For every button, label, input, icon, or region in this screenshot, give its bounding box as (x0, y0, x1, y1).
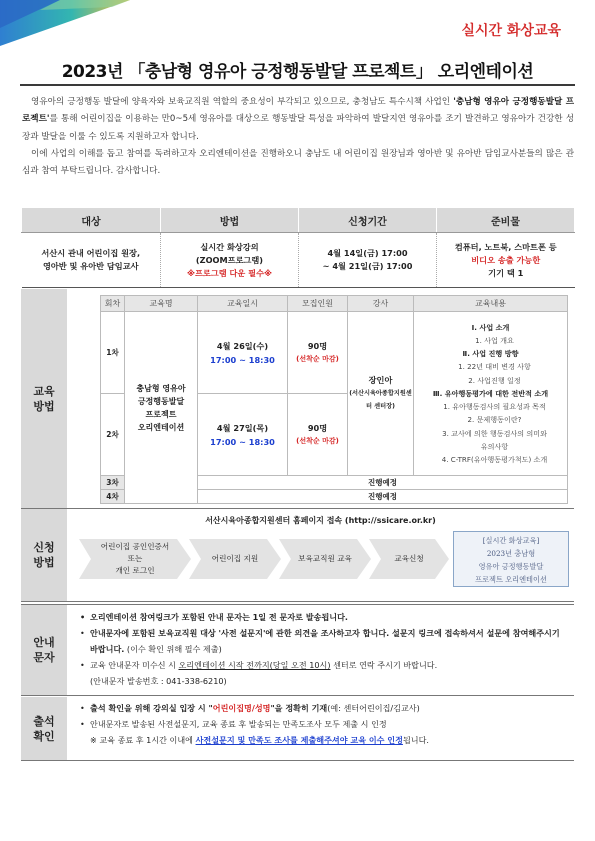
notice-item: • 오리엔테이션 참여링크가 포함된 안내 문자는 1일 전 문자로 발송됩니다. (80, 609, 568, 625)
contents-line: 2. 문제행동이란? (467, 415, 522, 425)
method-header-instructor: 강사 (348, 296, 414, 312)
contents-line: 1. 유아행동검사의 필요성과 목적 (443, 402, 546, 412)
instructor: 장인아 (서산시육아종합지원센터 센터장) (348, 312, 414, 476)
method-section (21, 289, 574, 509)
session-round: 2차 (101, 394, 125, 476)
method-header-name: 교육명 (125, 296, 198, 312)
notice-section (21, 604, 574, 696)
intro-paragraph-2: 이에 사업의 이해를 돕고 참여를 독려하고자 오리엔테이션을 진행하오니 충남도 내 어린이집 원장님과 영아반 및 유아반 담임교사분들의 많은 관심과 참여 부탁드립니다. 감사합니다. (22, 148, 574, 177)
session-capacity: 90명 (선착순 마감) (288, 312, 348, 394)
contents-line: Ⅰ. 사업 소개 (471, 322, 510, 332)
method-header-date: 교육일시 (198, 296, 288, 312)
session-round: 3차 (101, 476, 125, 490)
header-tag: 실시간 화상교육 (461, 23, 561, 39)
contents-line: 2. 사업진행 일정 (468, 375, 521, 385)
contents-line: 1. 사업 개요 (475, 336, 514, 346)
apply-section (21, 509, 574, 602)
attendance-section (21, 697, 574, 761)
apply-step: 교육신청 (369, 539, 449, 579)
session-round: 4차 (101, 490, 125, 504)
method-header-count: 모집인원 (288, 296, 348, 312)
info-table (21, 207, 575, 288)
intro-paragraph-1: 영유아의 긍정행동 발달에 양육자와 보육교직원 역할의 중요성이 부각되고 있으므로, 충청남도 특수시책 사업인 '충남형 영유아 긍정행동발달 프로젝트'를 통해 어린이집을 이용하는 만0~5세 영유아를 대상으로 행동발달 특성을 파악하여 발달지연 영유아를 조기 발견하고 영유아가 건강한 성장과 발달을 이룰 수 있도록 지원하고자 합니다. (22, 97, 574, 142)
info-header-period: 신청기간 (299, 208, 437, 233)
session-datetime: 4월 27일(목) 17:00 ~ 18:30 (198, 394, 288, 476)
apply-title: 서산시육아종합지원센터 홈페이지 접속 (http://ssicare.or.kr) (205, 516, 436, 525)
contents-line: Ⅱ. 사업 진행 방향 (462, 349, 519, 359)
session-datetime: 4월 26일(수) 17:00 ~ 18:30 (198, 312, 288, 394)
attendance-note: ※ 교육 종료 후 1시간 이내에 사전설문지 및 만족도 조사를 제출해주셔야 교육 이수 인정됩니다. (90, 735, 429, 745)
apply-step: 어린이집 지원 (189, 539, 281, 579)
attendance-item: • 출석 확인을 위해 강의실 입장 시 "어린이집명/성명"을 정확히 기재(예: 센터어린이집/김교사) (80, 700, 568, 716)
contents-line: 4. C-TRF(유아행동평가척도) 소개 (441, 454, 548, 464)
page-title: 2023년 「충남형 영유아 긍정행동발달 프로젝트」 오리엔테이션 (61, 62, 534, 82)
session-capacity: 90명 (선착순 마감) (288, 394, 348, 476)
method-table (100, 295, 568, 504)
contents-line: 유의사항 (480, 441, 509, 451)
apply-step: 보육교직원 교육 (279, 539, 371, 579)
contents-line: 1. 22년 대비 변경 사항 (458, 362, 531, 372)
session-round: 1차 (101, 312, 125, 394)
apply-step: 어린이집 공인인증서 또는 개인 로그인 (79, 539, 191, 579)
info-header-method: 방법 (161, 208, 299, 233)
info-header-supplies: 준비물 (437, 208, 575, 233)
notice-item: • 교육 안내문자 미수신 시 오리엔테이션 시작 전까지(당일 오전 10시) 센터로 연락 주시기 바랍니다. (80, 657, 568, 673)
attendance-label: 출석 확인 (21, 697, 67, 760)
corner-decoration (0, 0, 130, 46)
course-name: 충남형 영유아 긍정행동발달 프로젝트 오리엔테이션 (125, 312, 198, 504)
notice-label: 안내 문자 (21, 605, 67, 695)
attendance-item: • 안내문자로 발송된 사전설문지, 교육 종료 후 발송되는 만족도조사 모두 제출 시 인정 (80, 716, 568, 732)
intro-text (22, 94, 574, 180)
title-divider (20, 84, 575, 86)
session-status: 진행예정 (198, 476, 568, 490)
info-period: 4월 14일(금) 17:00 ~ 4월 21일(금) 17:00 (299, 233, 437, 288)
method-label: 교육 방법 (21, 289, 67, 508)
apply-label: 신청 방법 (21, 509, 67, 601)
info-header-target: 대상 (22, 208, 161, 233)
notice-phone: (안내문자 발송번호 : 041-338-6210) (90, 676, 227, 686)
method-header-contents: 교육내용 (414, 296, 568, 312)
info-target: 서산시 관내 어린이집 원장, 영아반 및 유아반 담임교사 (22, 233, 161, 288)
apply-final-box: [실시간 화상교육] 2023년 충남형 영유아 긍정행동발달 프로젝트 오리엔테이션 (453, 531, 569, 587)
notice-item: • 안내문자에 포함된 보육교직원 대상 '사전 설문지'에 관한 의견을 조사하고자 합니다. 설문지 링크에 접속하셔서 설문에 참여해주시기 바랍니다. (이수 확인 위해 필수 제출) (80, 625, 568, 657)
method-header-round: 회차 (101, 296, 125, 312)
session-status: 진행예정 (198, 490, 568, 504)
info-supplies: 컴퓨터, 노트북, 스마트폰 등 비디오 송출 가능한 기기 택 1 (437, 233, 575, 288)
contents-line: 3. 교사에 의한 행동검사의 의미와 (442, 428, 547, 438)
contents-line: Ⅲ. 유아행동평가에 대한 전반적 소개 (432, 388, 549, 398)
course-contents (414, 312, 568, 476)
info-method: 실시간 화상강의 (ZOOM프로그램) ※프로그램 다운 필수※ (161, 233, 299, 288)
